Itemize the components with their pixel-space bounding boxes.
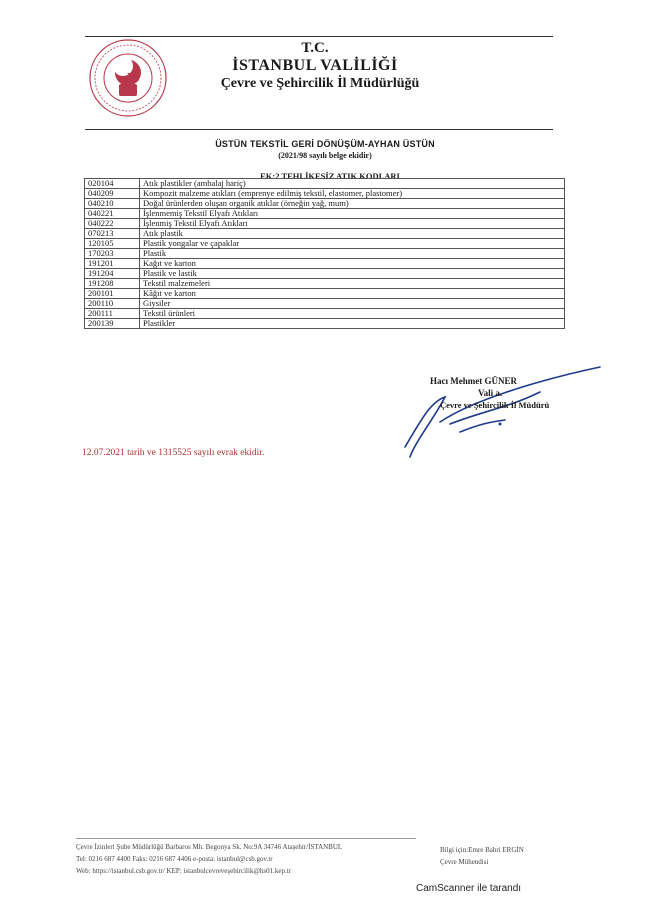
- table-row: [85, 209, 565, 219]
- header-directorate: Çevre ve Şehircilik İl Müdürlüğü: [220, 76, 420, 91]
- waste-code: 040209: [85, 189, 140, 199]
- table-row: [85, 289, 565, 299]
- waste-description: Kâğıt ve karton: [140, 289, 565, 299]
- waste-code: 191201: [85, 259, 140, 269]
- waste-description: Plastik ve lastik: [140, 269, 565, 279]
- signatory-name: Hacı Mehmet GÜNER: [430, 376, 517, 386]
- table-row: [85, 179, 565, 189]
- waste-description: Plastikler: [140, 319, 565, 329]
- footer-contact: Bilgi için:Emre Bahri ERGİN: [440, 846, 524, 854]
- signatory-title: Çevre ve Şehircilik İl Müdürü: [440, 400, 550, 410]
- table-row: [85, 279, 565, 289]
- waste-code: 040221: [85, 209, 140, 219]
- waste-description: Atık plastikler (ambalaj hariç): [140, 179, 565, 189]
- waste-code: 040222: [85, 219, 140, 229]
- table-row: [85, 239, 565, 249]
- waste-code: 191208: [85, 279, 140, 289]
- waste-description: Kompozit malzeme atıkları (emprenye edilmiş tekstil, elastomer, plastomer): [140, 189, 565, 199]
- table-row: [85, 249, 565, 259]
- waste-code: 200139: [85, 319, 140, 329]
- waste-description: Kağıt ve karton: [140, 259, 565, 269]
- waste-description: Tekstil ürünleri: [140, 309, 565, 319]
- waste-description: Atık plastik: [140, 229, 565, 239]
- table-row: [85, 259, 565, 269]
- footer-phone: Tel: 0216 687 4400 Faks: 0216 687 4406 e-posta: istanbul@csb.gov.tr: [76, 855, 273, 863]
- header-governorship: İSTANBUL VALİLİĞİ: [232, 57, 398, 74]
- waste-description: İşlenmiş Tekstil Elyafı Atıkları: [140, 219, 565, 229]
- annex-note: 12.07.2021 tarih ve 1315525 sayılı evrak ekidir.: [82, 448, 265, 458]
- footer-web: Web: https://istanbul.csb.gov.tr/ KEP: istanbulcevreveşehircilik@hs01.kep.tr: [76, 867, 292, 875]
- waste-code: 040210: [85, 199, 140, 209]
- ministry-seal-icon: [88, 38, 168, 118]
- footer-contact-title: Çevre Mühendisi: [440, 858, 489, 866]
- waste-code: 020104: [85, 179, 140, 189]
- footer-rule: [76, 838, 416, 839]
- top-rule: [85, 36, 553, 37]
- waste-description: İşlenmemiş Tekstil Elyafı Atıkları: [140, 209, 565, 219]
- waste-code: 070213: [85, 229, 140, 239]
- table-row: [85, 299, 565, 309]
- annex-title: EK:2 TEHLİKESİZ ATIK KODLARI: [260, 171, 400, 181]
- table-row: [85, 219, 565, 229]
- waste-description: Doğal ürünlerden oluşan organik atıklar (örneğin yağ, mum): [140, 199, 565, 209]
- document-title: ÜSTÜN TEKSTİL GERİ DÖNÜŞÜM-AYHAN ÜSTÜN: [215, 139, 435, 149]
- footer-address: Çevre İzinleri Şube Müdürlüğü Barbaros Mh. Begonya Sk. No:9A 34746 Ataşehir/İSTANBUL: [76, 843, 343, 851]
- table-row: [85, 309, 565, 319]
- header-divider: [85, 129, 553, 130]
- waste-code: 170203: [85, 249, 140, 259]
- table-row: [85, 229, 565, 239]
- waste-code: 200110: [85, 299, 140, 309]
- table-row: [85, 199, 565, 209]
- waste-code: 200111: [85, 309, 140, 319]
- table-row: [85, 269, 565, 279]
- waste-description: Giysiler: [140, 299, 565, 309]
- waste-description: Plastik: [140, 249, 565, 259]
- scanner-watermark: CamScanner ile tarandı: [416, 883, 522, 894]
- signatory-role: Vali a.: [478, 388, 503, 398]
- waste-code: 200101: [85, 289, 140, 299]
- waste-description: Tekstil malzemeleri: [140, 279, 565, 289]
- header-tc: T.C.: [301, 40, 329, 56]
- waste-code: 120105: [85, 239, 140, 249]
- table-row: [85, 319, 565, 329]
- waste-code: 191204: [85, 269, 140, 279]
- document-subtitle: (2021/98 sayılı belge ekidir): [278, 151, 372, 160]
- waste-description: Plastik yongalar ve çapaklar: [140, 239, 565, 249]
- waste-codes-table: [84, 178, 565, 329]
- table-row: [85, 189, 565, 199]
